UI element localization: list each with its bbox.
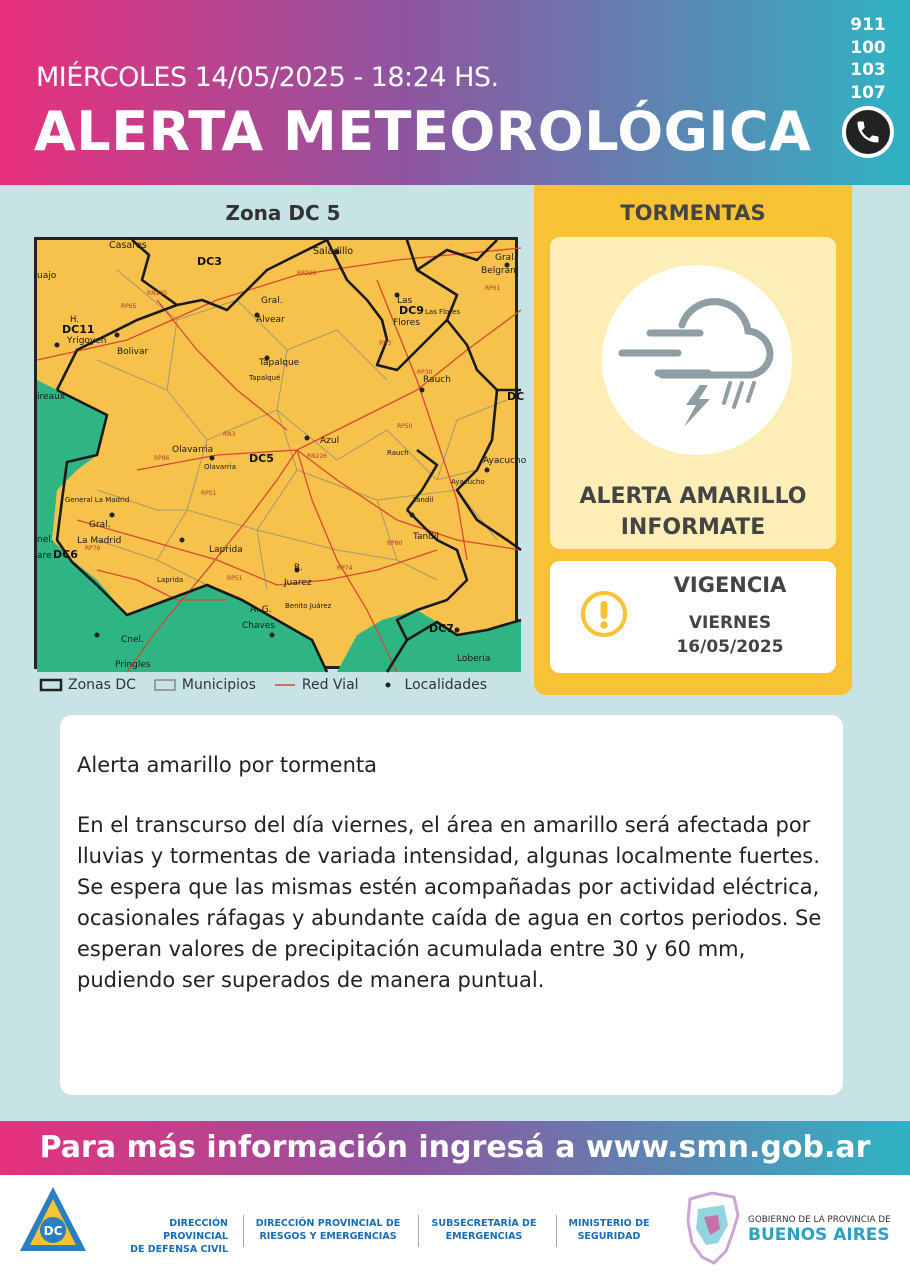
route-label: RN226 [307,453,328,460]
map-label: General La Madrid [65,496,130,504]
zone-label-dc11: DC11 [62,323,95,336]
map-label: Olavarria [172,445,214,455]
more-info-link[interactable]: Para más información ingresá a www.smn.gob.ar [0,1121,910,1175]
map-label: Laprida [157,576,184,584]
legend-item-zonas: Zonas DC [40,677,136,693]
zone-label-dc: DC [507,390,525,403]
vigencia-box [550,561,836,673]
alert-map[interactable] [34,237,527,670]
divider [556,1215,557,1247]
zone-label-dc3: DC3 [197,255,222,268]
map-label: Azul [320,436,340,446]
route-label: RN3 [379,340,392,347]
exclamation-icon [580,590,628,638]
map-label: Gral. [261,296,283,306]
map-label: Saladillo [313,246,354,257]
road-line-icon [274,679,296,691]
map-label: Gral. [495,253,517,263]
gov-line1: GOBIERNO DE LA PROVINCIA DE [748,1215,891,1225]
emergency-numbers [838,14,898,104]
route-label: RP65 [121,303,137,310]
municipality-border-icon [154,679,176,691]
route-label: RP226 [297,270,317,277]
map-label: B. [294,563,303,573]
hazard-box [550,237,836,549]
description-title: Alerta amarillo por tormenta [77,753,378,777]
map-label: La Madrid [77,536,122,546]
locality-dot-icon [377,679,399,691]
map-legend [40,677,487,693]
map-label: Tandil [413,496,434,504]
logos-bar [0,1175,910,1287]
divider [243,1215,244,1247]
map-panel [18,185,530,705]
agency-riesgos: DIRECCIÓN PROVINCIAL DE RIESGOS Y EMERGENCIAS [255,1218,401,1242]
route-label: RP76 [85,545,101,552]
map-label: Gral. [89,520,111,530]
map-label: Tapalqué [249,374,281,382]
map-label: Ayacucho [483,456,527,466]
date-time: MIÉRCOLES 14/05/2025 - 18:24 HS. [36,62,499,93]
legend-item-red-vial: Red Vial [274,677,359,693]
zone-title: Zona DC 5 [225,201,341,225]
alert-level: ALERTA AMARILLO INFORMATE [579,484,807,540]
map-label: Chaves [242,621,276,631]
vigencia-day: VIERNES [688,613,772,633]
legend-item-localidades: Localidades [377,677,487,693]
no-alert-area-southeast [337,610,521,672]
map-label: H. [70,315,79,325]
route-label: RP51 [227,575,243,582]
phone-number[interactable]: 107 [850,82,886,103]
phone-number[interactable]: 100 [850,37,886,58]
description-body: En el transcurso del día viernes, el área en amarillo será afectada por lluvias y tormentas de variada intensidad, algunas localmente fuertes. Se espera que las mismas estén acompañadas por actividad eléctrica, ocasionales ráfagas y abundante caída de agua en cortos periodos. Se esperan valores de precipitación acumulada entre 30 y 60 mm, pudiendo ser superados de manera puntual. [77,813,822,992]
zone-border-icon [40,679,62,691]
route-label: RP86 [154,455,170,462]
map-label: nel. [37,535,54,545]
phone-number[interactable]: 911 [850,15,886,35]
agency-ministerio: MINISTERIO DE SEGURIDAD [568,1218,650,1242]
map-label: Alvear [256,315,285,325]
map-label: Olavarria [204,463,237,471]
map-label: Benito Juárez [285,602,332,610]
map-label: Belgran [481,266,516,276]
route-label: RP51 [201,490,217,497]
map-label: Loberia [457,654,491,664]
map-label: Las Flores [425,308,460,316]
map-label: uajo [37,271,57,281]
map-label: A. G. [250,605,272,615]
map-label: Juarez [284,578,312,588]
thunderstorm-icon [602,265,792,455]
route-label: RP74 [337,565,353,572]
alert-panel [534,185,852,695]
map-label: ireaux [37,392,66,402]
map-label: Bolivar [117,347,149,357]
vigencia-date: 16/05/2025 [676,637,784,657]
legend-item-municipios: Municipios [154,677,256,693]
map-label: Flores [393,318,420,328]
map-label: Laprida [209,545,243,555]
phone-icon [842,106,894,158]
agency-subsecretaria: SUBSECRETARÍA DE EMERGENCIAS [431,1218,537,1242]
map-label: are [37,551,52,561]
map-label: Cnel. [121,635,144,645]
zone-label-dc5: DC5 [249,452,274,465]
route-label: RP80 [387,540,403,547]
route-label: RP61 [485,285,501,292]
zone-label-dc9: DC9 [399,304,424,317]
gov-line2: BUENOS AIRES [748,1225,890,1245]
map-label: Casares [109,240,147,251]
defensa-civil-logo [18,1185,88,1255]
no-alert-area-west [37,380,327,672]
hazard-title: TORMENTAS [620,201,766,225]
route-label: RP50 [397,423,413,430]
map-label: Ayacucho [451,478,485,486]
zone-label-dc7: DC7 [429,622,454,635]
province-map-logo [684,1191,742,1267]
map-label: Yrigoyen [67,336,107,346]
route-label: RN3 [223,431,236,438]
map-label: Rauch [423,375,451,385]
divider [418,1215,419,1247]
page-title: ALERTA METEOROLÓGICA [34,100,812,163]
route-label: RN205 [147,290,168,297]
map-label: Pringles [115,660,151,670]
header-banner [0,0,910,185]
map-label: Rauch [387,449,409,457]
route-label: RP30 [417,369,433,376]
agency-defensa-civil: DIRECCIÓN PROVINCIAL DE DEFENSA CIVIL [130,1218,228,1255]
svg-text:DC: DC [43,1224,63,1238]
description-card [60,715,843,1095]
phone-number[interactable]: 103 [850,60,886,80]
zone-label-dc6: DC6 [53,548,78,561]
vigencia-title: VIGENCIA [673,573,787,597]
map-label: Tapalque [259,358,300,368]
map-label: Las [397,296,413,306]
map-label: Tandil [413,532,439,542]
